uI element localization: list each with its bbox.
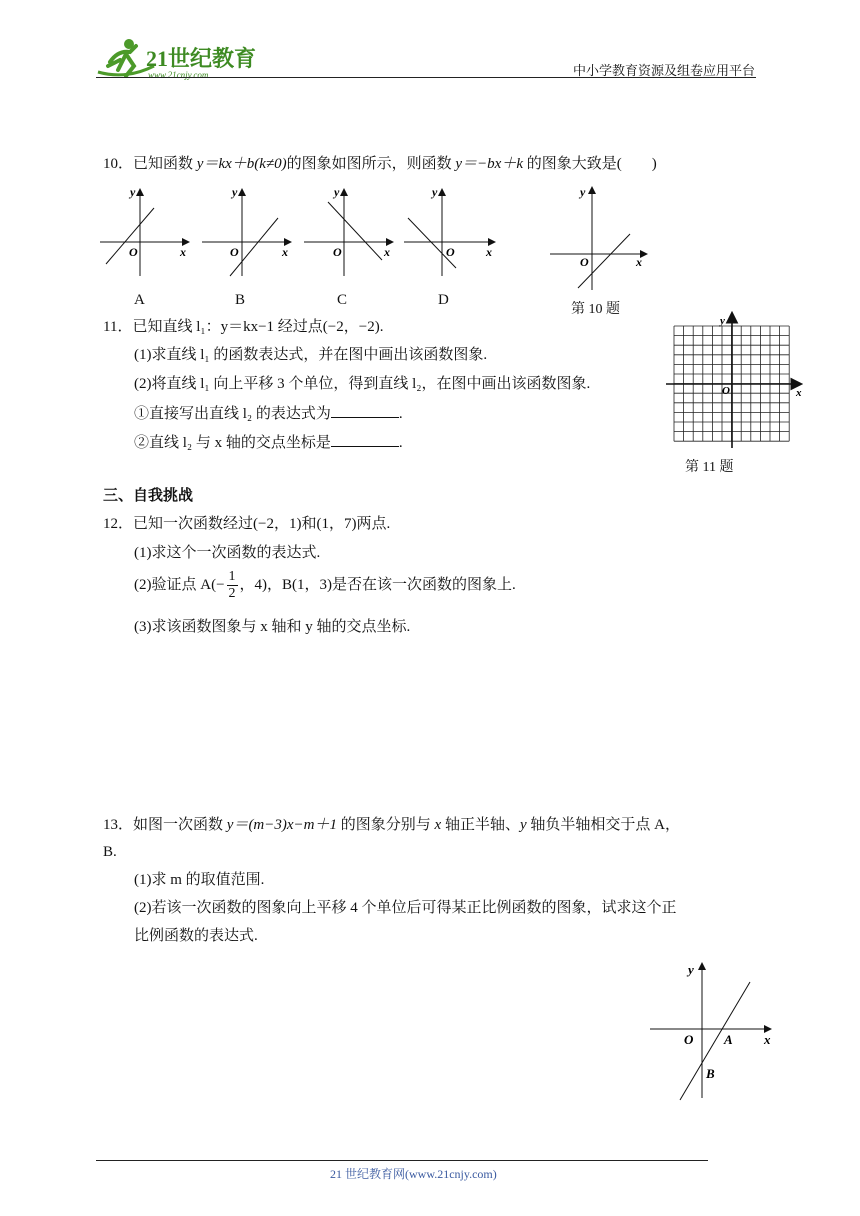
- footer-text: 21 世纪教育网(www.21cnjy.com): [330, 1167, 497, 1181]
- svg-text:y: y: [334, 185, 340, 199]
- q10-function-1: y＝kx＋b(k≠0): [196, 156, 287, 172]
- header-platform-text: 中小学教育资源及组卷应用平台: [572, 63, 755, 78]
- answer-blank-1[interactable]: [331, 403, 399, 418]
- q11-part-2a: ①直接写出直线 l₂ 的表达式为 .: [134, 403, 403, 424]
- svg-text:y: y: [580, 185, 586, 199]
- svg-text:x: x: [384, 245, 390, 259]
- option-a-label[interactable]: A: [134, 292, 145, 308]
- svg-text:y: y: [688, 962, 694, 977]
- option-d-graph[interactable]: [404, 185, 494, 276]
- option-a-graph[interactable]: [100, 185, 188, 276]
- svg-text:y: y: [130, 185, 136, 199]
- footer-divider: [96, 1160, 708, 1161]
- q13-function: y＝(m−3)x−m＋1: [226, 817, 337, 833]
- q11-stem: 11．已知直线 l₁：y＝kx−1 经过点(−2，−2).: [103, 319, 384, 335]
- q11-grid-graph: [666, 310, 808, 450]
- q13-part-1: (1)求 m 的取值范围.: [134, 872, 265, 888]
- svg-text:O: O: [333, 245, 342, 259]
- option-c-label[interactable]: C: [337, 292, 348, 308]
- q13-stem-cont: B.: [103, 844, 117, 860]
- svg-text:O: O: [129, 245, 138, 259]
- runner-logo-icon: [96, 36, 266, 82]
- svg-text:O: O: [580, 255, 589, 269]
- svg-text:x: x: [796, 387, 802, 399]
- q11-part-1: (1)求直线 l₁ 的函数表达式，并在图中画出该函数图象.: [134, 347, 488, 363]
- point-a-label: A: [724, 1032, 733, 1047]
- svg-text:x: x: [180, 245, 186, 259]
- svg-text:y: y: [232, 185, 238, 199]
- logo-text: 21世纪教育: [146, 46, 257, 71]
- option-d-label[interactable]: D: [438, 292, 449, 308]
- q13-graph: [646, 958, 780, 1108]
- option-c-graph[interactable]: [304, 185, 392, 276]
- option-b-graph[interactable]: [202, 185, 290, 276]
- q12-stem: 12．已知一次函数经过(−2，1)和(1，7)两点.: [103, 516, 391, 532]
- fraction-one-half: $\frac{1}{2}$: [228, 569, 236, 602]
- q10-caption: 第 10 题: [571, 302, 620, 317]
- site-logo: [96, 36, 266, 82]
- q12-part-3: (3)求该函数图象与 x 轴和 y 轴的交点坐标.: [134, 619, 411, 635]
- header-divider: [96, 77, 756, 78]
- svg-text:y: y: [720, 315, 725, 327]
- svg-text:O: O: [446, 245, 455, 259]
- q10-function-2: y＝−bx＋k: [455, 156, 524, 172]
- logo-url: www.21cnjy.com: [148, 70, 209, 80]
- svg-text:x: x: [282, 245, 288, 259]
- q10-stem: 10．已知函数 y＝kx＋b(k≠0)的图象如图所示，则函数 y＝−bx＋k 的图象大致是( ): [103, 156, 657, 172]
- q10-reference-graph: [550, 185, 646, 290]
- q10-number: 10．: [103, 156, 134, 172]
- svg-text:x: x: [636, 255, 642, 269]
- svg-text:O: O: [722, 385, 730, 397]
- q13-part-2-cont: 比例函数的表达式.: [134, 928, 258, 944]
- svg-text:O: O: [684, 1032, 694, 1047]
- q12-part-1: (1)求这个一次函数的表达式.: [134, 545, 321, 561]
- q11-part-2b: ②直线 l₂ 与 x 轴的交点坐标是 .: [134, 432, 403, 453]
- q12-part-2: (2)验证点 A(− $\frac{1}{2}$ ，4)，B(1，3)是否在该一次函数的图象上.: [134, 569, 516, 602]
- answer-blank-2[interactable]: [331, 432, 399, 447]
- q11-part-2: (2)将直线 l₁ 向上平移 3 个单位，得到直线 l₂，在图中画出该函数图象.: [134, 376, 591, 392]
- svg-text:y: y: [432, 185, 438, 199]
- q13-part-2: (2)若该一次函数的图象向上平移 4 个单位后可得某正比例函数的图象，试求这个正: [134, 900, 677, 916]
- point-b-label: B: [706, 1066, 715, 1081]
- q11-caption: 第 11 题: [685, 460, 734, 475]
- svg-text:x: x: [764, 1032, 771, 1047]
- section-title: 三、自我挑战: [103, 486, 194, 504]
- svg-text:x: x: [486, 245, 492, 259]
- q13-stem: 13．如图一次函数 y＝(m−3)x−m＋1 的图象分别与 x 轴正半轴、y 轴负半轴相交于点 A，: [103, 817, 680, 833]
- option-b-label[interactable]: B: [235, 292, 246, 308]
- svg-text:O: O: [230, 245, 239, 259]
